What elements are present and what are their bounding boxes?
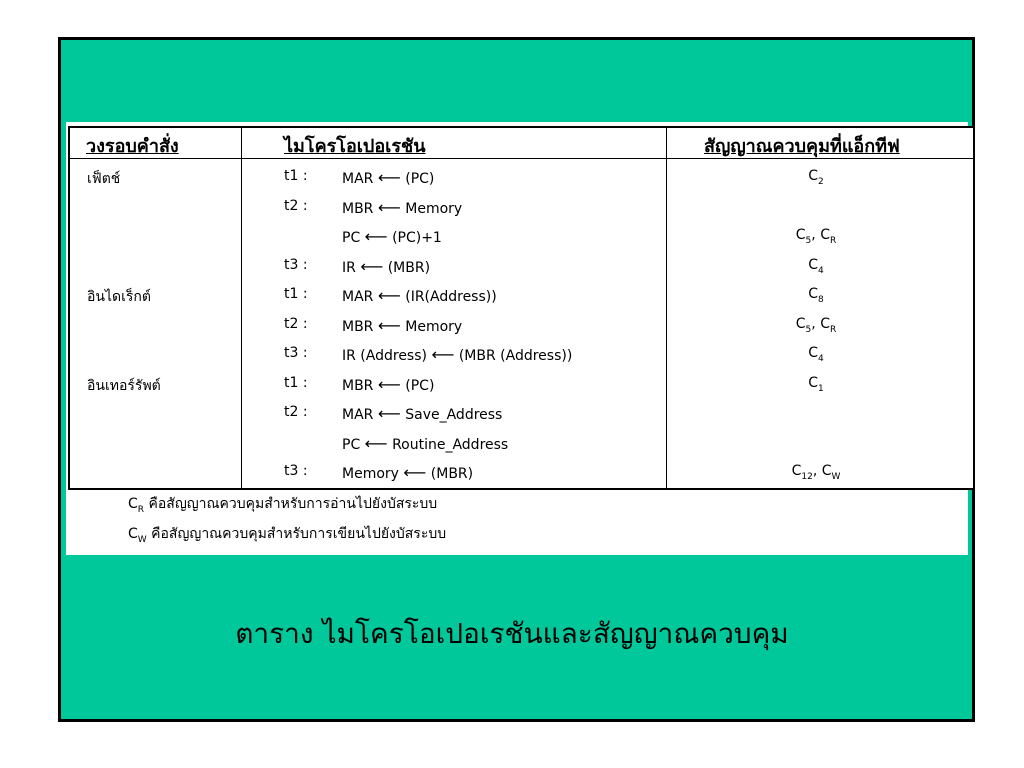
signal-subscript: 1: [818, 383, 824, 394]
operation-source: (MBR): [430, 466, 474, 482]
time-step: t1 :: [284, 168, 308, 184]
left-arrow-icon: ⟵: [364, 227, 388, 246]
signal-subscript: 8: [818, 294, 824, 305]
signal-symbol: C: [808, 374, 819, 391]
note-subscript: W: [137, 534, 147, 545]
signal-symbol: C: [808, 256, 819, 273]
micro-operation: [342, 257, 430, 276]
time-step: t3 :: [284, 463, 308, 479]
footnote: [128, 522, 446, 552]
signal-subscript: 5: [805, 235, 812, 246]
micro-operation-table: [68, 126, 975, 490]
signal-symbol: C: [795, 227, 806, 243]
control-signal: [666, 257, 966, 276]
operation-source: (PC): [405, 377, 435, 394]
signal-symbol: C: [808, 286, 819, 302]
operation-destination: PC: [342, 436, 361, 453]
operation-destination: Memory: [342, 466, 399, 482]
control-signal: [666, 168, 966, 187]
micro-operation: [342, 198, 462, 217]
control-signal: $C_5$, $C_R$: [795, 315, 837, 335]
operation-destination: MAR: [342, 407, 374, 423]
left-arrow-icon: ⟵: [377, 286, 401, 305]
signal-symbol: C: [808, 345, 819, 361]
micro-operation: [342, 375, 434, 394]
signal-symbol: C: [820, 315, 830, 332]
signal-symbol: C: [795, 315, 806, 332]
signal-subscript: 4: [818, 353, 824, 364]
note-text: คือสัญญาณควบคุมสำหรับการเขียนไปยังบัสระบบ: [151, 525, 447, 542]
left-arrow-icon: ⟵: [403, 463, 427, 482]
operation-source: (MBR (Address)): [458, 348, 573, 364]
signal-subscript: W: [831, 471, 841, 482]
signal-symbol: C: [808, 168, 819, 184]
micro-operation: [342, 404, 502, 423]
footnotes: [128, 492, 446, 552]
header-cycle: วงรอบคำสั่ง: [86, 136, 179, 157]
signal-subscript: R: [829, 235, 837, 246]
left-arrow-icon: ⟵: [377, 168, 401, 187]
time-step: t2 :: [284, 315, 308, 332]
operation-destination: MBR: [342, 377, 374, 394]
left-arrow-icon: ⟵: [377, 404, 401, 423]
operation-destination: IR: [342, 259, 356, 276]
note-subscript: R: [137, 504, 145, 515]
header-active-signal: สัญญาณควบคุมที่แอ็กทีฟ: [704, 136, 900, 157]
operation-source: (MBR): [387, 259, 431, 276]
control-signal: [666, 375, 966, 394]
micro-operation: [342, 168, 434, 187]
left-arrow-icon: ⟵: [364, 433, 388, 453]
operation-destination: PC: [342, 230, 361, 246]
micro-operation: [342, 463, 473, 482]
operation-destination: MAR: [342, 171, 374, 187]
footnote: [128, 492, 446, 522]
time-step: t1 :: [284, 286, 308, 302]
left-arrow-icon: ⟵: [377, 374, 401, 394]
signal-subscript: 4: [818, 265, 824, 276]
control-signal: [666, 286, 966, 305]
time-step: t3 :: [284, 256, 308, 273]
operation-source: Routine_Address: [392, 436, 509, 453]
control-signal: $C_5$, $C_R$: [795, 227, 837, 246]
left-arrow-icon: ⟵: [377, 197, 401, 217]
micro-operation: [342, 286, 497, 305]
time-step: t3 :: [284, 345, 308, 361]
operation-destination: MBR: [342, 318, 374, 335]
signal-subscript: 2: [818, 176, 824, 187]
note-symbol: C: [128, 496, 138, 512]
cycle-cell: เฟ็ตช์: [87, 171, 121, 187]
column-divider: [241, 128, 242, 488]
note-symbol: C: [128, 525, 138, 542]
note-text: คือสัญญาณควบคุมสำหรับการอ่านไปยังบัสระบบ: [148, 496, 438, 512]
micro-operation: [342, 227, 442, 246]
slide-caption: ตาราง ไมโครโอเปอเรชันและสัญญาณควบคุม: [235, 617, 789, 650]
micro-operation: [342, 316, 462, 335]
operation-source: Memory: [405, 318, 463, 335]
micro-operation: [342, 434, 508, 453]
control-signal: $C_{12}$, $C_W$: [791, 463, 841, 482]
signal-subscript: 5: [805, 324, 812, 335]
operation-destination: MAR: [342, 289, 374, 305]
micro-operation: [342, 345, 572, 364]
cycle-cell: อินไดเร็กต์: [87, 289, 151, 305]
control-signal: [666, 345, 966, 364]
operation-destination: MBR: [342, 200, 374, 217]
time-step: t1 :: [284, 374, 308, 391]
operation-source: (PC)+1: [392, 230, 442, 246]
header-microoperation: ไมโครโอเปอเรชัน: [284, 136, 426, 157]
operation-source: (PC): [405, 171, 435, 187]
operation-source: Save_Address: [405, 407, 503, 423]
signal-symbol: C: [820, 227, 830, 243]
signal-symbol: C: [791, 463, 802, 479]
time-step: t2 :: [284, 197, 308, 214]
operation-destination: IR (Address): [342, 348, 427, 364]
left-arrow-icon: ⟵: [360, 256, 384, 276]
time-step: t2 :: [284, 404, 308, 420]
left-arrow-icon: ⟵: [431, 345, 455, 364]
signal-subscript: 12: [801, 471, 813, 482]
operation-source: Memory: [405, 200, 463, 217]
signal-subscript: R: [829, 324, 837, 335]
operation-source: (IR(Address)): [405, 289, 497, 305]
cycle-cell: อินเทอร์รัพต์: [87, 377, 161, 394]
left-arrow-icon: ⟵: [377, 315, 401, 335]
signal-symbol: C: [821, 463, 832, 479]
